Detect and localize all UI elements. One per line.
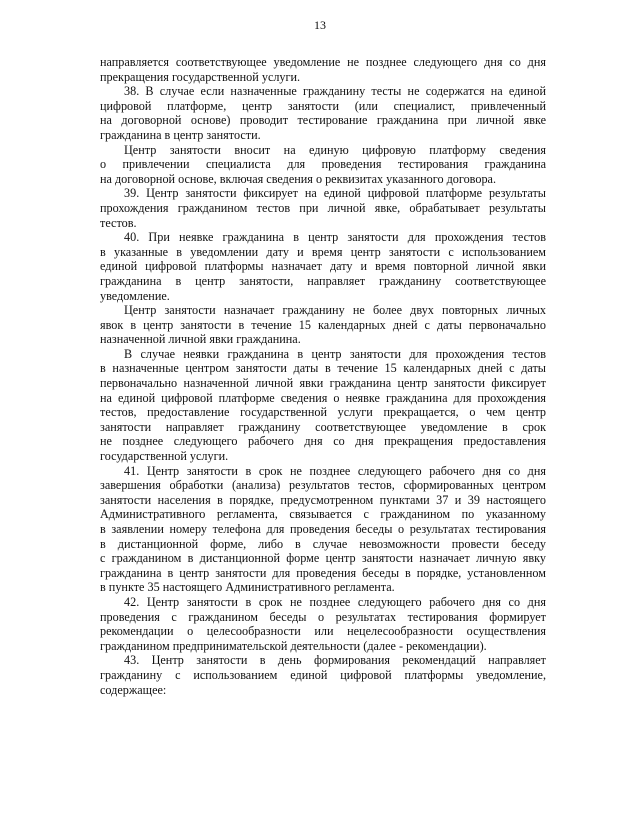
text-line: уведомление. xyxy=(100,288,170,303)
paragraph xyxy=(100,347,546,464)
text-line: 38. В случае если назначенные гражданину тесты не содержатся на единой xyxy=(124,84,546,99)
text-line: с гражданином в дистанционной форме центр занятости назначает личную явку xyxy=(100,551,546,566)
text-line: гражданина в центр занятости для проведения беседы в порядке, установленном xyxy=(100,565,546,580)
text-line: первоначально назначенной личной явки гражданина центр занятости фиксирует xyxy=(100,376,546,391)
text-line: явок в центр занятости в течение 15 календарных дней с даты первоначально xyxy=(100,317,546,332)
text-line: Центр занятости назначает гражданину не более двух повторных личных xyxy=(124,303,546,318)
text-line: прекращения государственной услуги. xyxy=(100,69,301,84)
text-line: Центр занятости вносит на единую цифровую платформу сведения xyxy=(124,142,546,157)
text-line: 41. Центр занятости в срок не позднее следующего рабочего дня со дня xyxy=(124,463,546,478)
text-line: занятости населения в порядке, предусмотренном пунктами 37 и 39 настоящего xyxy=(100,492,546,507)
text-line: в назначенные центром занятости даты в течение 15 календарных дней с даты xyxy=(100,361,546,376)
text-line: проведения с гражданином беседы о результатах тестирования формирует xyxy=(100,609,546,624)
text-line: направляется соответствующее уведомление не позднее следующего дня со дня xyxy=(100,55,546,69)
text-line: в указанные в уведомлении дату и время центр занятости с использованием xyxy=(100,244,546,259)
text-line: на договорной основе, включая сведения о реквизитах указанного договора. xyxy=(100,171,496,186)
paragraph xyxy=(100,303,546,347)
paragraph xyxy=(100,143,546,187)
text-line: 43. Центр занятости в день формирования рекомендаций направляет xyxy=(124,653,546,668)
text-line: назначенной личной явки гражданина. xyxy=(100,332,301,347)
text-line: 42. Центр занятости в срок не позднее следующего рабочего дня со дня xyxy=(124,594,546,609)
text-line: на договорной основе) проводит тестирование гражданина при личной явке xyxy=(100,113,546,128)
text-line: в заявлении номеру телефона для проведения беседы о результатах тестирования xyxy=(100,522,546,536)
text-line: завершения обработки (анализа) результатов тестов, сформированных центром xyxy=(100,478,546,493)
text-line: тестов, предоставление государственной услуги прекращается, о чем центр xyxy=(100,405,546,420)
text-line: прохождения гражданином тестов при личной явке, обрабатывает результаты xyxy=(100,200,546,215)
text-line: государственной услуги. xyxy=(100,449,229,464)
paragraph xyxy=(100,55,546,84)
text-line: в дистанционной форме, либо в случае невозможности провести беседу xyxy=(100,536,546,551)
text-line: 39. Центр занятости фиксирует на единой цифровой платформе результаты xyxy=(124,186,546,201)
text-line: Административного регламента, связывается с гражданином по указанному xyxy=(100,507,546,522)
text-line: цифровой платформе, центр занятости (или специалист, привлеченный xyxy=(100,98,546,113)
paragraph xyxy=(100,186,546,230)
text-line: 40. При неявке гражданина в центр занятости для прохождения тестов xyxy=(124,230,546,245)
text-line: гражданина в центр занятости. xyxy=(100,127,261,142)
text-line: В случае неявки гражданина в центр занятости для прохождения тестов xyxy=(124,346,546,361)
paragraph xyxy=(100,595,546,653)
text-line: рекомендации о целесообразности или нецелесообразности осуществления xyxy=(100,624,546,639)
text-line: на единой цифровой платформе сведения о неявке гражданина для прохождения xyxy=(100,390,546,405)
text-line: тестов. xyxy=(100,215,137,230)
paragraph xyxy=(100,653,546,697)
text-line: о привлечении специалиста для проведения тестирования гражданина xyxy=(100,157,546,172)
text-line: гражданином предпринимательской деятельности (далее - рекомендации). xyxy=(100,638,487,653)
text-line: не позднее следующего рабочего дня со дня прекращения предоставления xyxy=(100,434,546,449)
paragraph xyxy=(100,464,546,595)
paragraph xyxy=(100,84,546,142)
page-number: 13 xyxy=(314,18,326,32)
document-body xyxy=(100,55,546,697)
text-line: единой цифровой платформы назначает дату и время повторной личной явки xyxy=(100,259,546,274)
text-line: гражданину с использованием единой цифровой платформы уведомление, xyxy=(100,667,546,682)
text-line: в пункте 35 настоящего Административного регламента. xyxy=(100,580,395,595)
paragraph xyxy=(100,230,546,303)
text-line: гражданина в центр занятости, направляет гражданину соответствующее xyxy=(100,273,546,288)
text-line: содержащее: xyxy=(100,682,167,697)
text-line: занятости направляет гражданину соответствующее уведомление в срок xyxy=(100,419,546,434)
